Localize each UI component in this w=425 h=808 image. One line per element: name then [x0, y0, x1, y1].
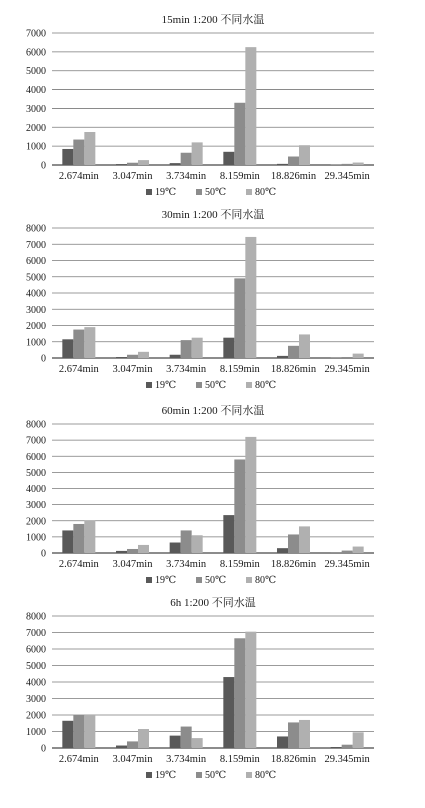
x-category-label: 3.047min: [112, 171, 153, 182]
chart-title: 15min 1:200 不同水温: [161, 14, 265, 26]
bar-19℃-29.345min: [331, 552, 342, 553]
bar-80℃-2.674min: [84, 715, 95, 748]
bar-50℃-2.674min: [73, 715, 84, 748]
x-category-label: 2.674min: [58, 171, 99, 182]
bar-19℃-3.047min: [116, 164, 127, 165]
bar-80℃-3.734min: [192, 338, 203, 358]
bar-50℃-8.159min: [234, 638, 245, 748]
bar-50℃-18.826min: [288, 157, 299, 165]
bar-80℃-8.159min: [245, 237, 256, 358]
bar-50℃-29.345min: [342, 551, 353, 553]
legend-label: 19℃: [155, 770, 177, 781]
legend-swatch: [246, 189, 252, 195]
bar-50℃-2.674min: [73, 140, 84, 165]
bar-19℃-2.674min: [62, 339, 73, 358]
x-category-label: 3.047min: [112, 559, 153, 570]
legend-swatch: [196, 577, 202, 583]
bar-80℃-29.345min: [353, 163, 364, 165]
legend-label: 80℃: [255, 380, 277, 391]
y-tick-label: 7000: [26, 28, 46, 40]
bar-19℃-3.734min: [170, 736, 181, 748]
x-category-label: 18.826min: [270, 364, 317, 375]
x-category-label: 8.159min: [219, 171, 260, 182]
y-tick-label: 4000: [26, 484, 46, 495]
chart-title: 6h 1:200 不同水温: [170, 597, 256, 609]
bar-19℃-2.674min: [62, 149, 73, 165]
bar-80℃-3.047min: [138, 352, 149, 358]
bar-50℃-8.159min: [234, 103, 245, 165]
y-tick-label: 2000: [26, 516, 46, 528]
y-tick-label: 8000: [26, 611, 46, 623]
x-category-label: 3.734min: [166, 364, 207, 375]
legend-label: 50℃: [205, 575, 227, 586]
bar-19℃-3.734min: [170, 355, 181, 358]
y-tick-label: 4000: [26, 288, 46, 300]
x-category-label: 18.826min: [270, 754, 317, 765]
y-tick-label: 3000: [26, 304, 46, 316]
bar-19℃-8.159min: [223, 515, 234, 553]
x-category-label: 3.047min: [112, 754, 153, 765]
bar-50℃-18.826min: [288, 722, 299, 748]
legend-swatch: [246, 382, 252, 388]
bar-19℃-3.047min: [116, 551, 127, 553]
legend-swatch: [246, 577, 252, 583]
bar-80℃-3.047min: [138, 729, 149, 748]
y-tick-label: 5000: [26, 467, 46, 479]
y-tick-label: 7000: [26, 628, 46, 639]
legend-label: 50℃: [205, 187, 227, 195]
y-tick-label: 6000: [26, 644, 46, 656]
bar-80℃-3.047min: [138, 160, 149, 165]
legend-label: 19℃: [155, 380, 177, 391]
bar-19℃-3.734min: [170, 543, 181, 553]
legend-label: 19℃: [155, 187, 177, 195]
bar-19℃-3.047min: [116, 357, 127, 358]
legend-label: 80℃: [255, 575, 277, 586]
legend-swatch: [146, 772, 152, 778]
y-tick-label: 0: [41, 353, 46, 365]
x-category-label: 8.159min: [219, 559, 260, 570]
bar-50℃-29.345min: [342, 164, 353, 165]
legend-label: 80℃: [255, 187, 277, 195]
y-tick-label: 0: [41, 160, 46, 172]
bar-19℃-8.159min: [223, 152, 234, 165]
bar-19℃-2.674min: [62, 530, 73, 553]
bar-19℃-18.826min: [277, 548, 288, 553]
bar-19℃-3.047min: [116, 746, 127, 748]
x-category-label: 29.345min: [324, 364, 370, 375]
bar-80℃-8.159min: [245, 632, 256, 748]
bar-80℃-3.734min: [192, 142, 203, 165]
y-tick-label: 8000: [26, 223, 46, 235]
x-category-label: 18.826min: [270, 559, 317, 570]
y-tick-label: 3000: [26, 694, 46, 705]
x-category-label: 29.345min: [324, 171, 370, 182]
y-tick-label: 5000: [26, 66, 46, 78]
chart-title: 30min 1:200 不同水温: [161, 209, 265, 221]
x-category-label: 29.345min: [324, 559, 370, 570]
y-tick-label: 4000: [26, 677, 46, 689]
bar-19℃-18.826min: [277, 356, 288, 358]
bar-50℃-18.826min: [288, 346, 299, 358]
bar-80℃-29.345min: [353, 547, 364, 553]
y-tick-label: 3000: [26, 103, 46, 115]
bar-50℃-3.734min: [181, 530, 192, 553]
legend-label: 19℃: [155, 575, 177, 586]
y-tick-label: 8000: [26, 419, 46, 431]
bar-80℃-18.826min: [299, 720, 310, 748]
bar-19℃-8.159min: [223, 677, 234, 748]
x-category-label: 3.734min: [166, 754, 207, 765]
legend-label: 50℃: [205, 770, 227, 781]
x-category-label: 2.674min: [58, 754, 99, 765]
x-category-label: 3.734min: [166, 559, 207, 570]
legend-swatch: [146, 382, 152, 388]
bar-50℃-2.674min: [73, 524, 84, 553]
bar-80℃-2.674min: [84, 132, 95, 165]
legend-label: 80℃: [255, 770, 277, 781]
bar-80℃-3.734min: [192, 535, 203, 553]
legend-swatch: [196, 382, 202, 388]
legend-swatch: [246, 772, 252, 778]
legend-swatch: [146, 189, 152, 195]
bar-50℃-3.047min: [127, 741, 138, 748]
y-tick-label: 2000: [26, 710, 46, 722]
bar-50℃-3.734min: [181, 727, 192, 748]
chart-3: [0, 400, 425, 595]
bar-50℃-29.345min: [342, 745, 353, 748]
chart-1: [0, 10, 425, 195]
bar-50℃-18.826min: [288, 534, 299, 553]
bar-80℃-18.826min: [299, 334, 310, 358]
x-category-label: 3.734min: [166, 171, 207, 182]
bar-80℃-29.345min: [353, 732, 364, 748]
x-category-label: 18.826min: [270, 171, 317, 182]
bar-80℃-8.159min: [245, 437, 256, 553]
legend-label: 50℃: [205, 380, 227, 391]
y-tick-label: 3000: [26, 500, 46, 512]
bar-80℃-8.159min: [245, 47, 256, 165]
y-tick-label: 6000: [26, 256, 46, 267]
bar-80℃-18.826min: [299, 526, 310, 553]
bar-50℃-3.047min: [127, 163, 138, 165]
bar-50℃-2.674min: [73, 330, 84, 358]
bar-19℃-3.734min: [170, 163, 181, 165]
y-tick-label: 2000: [26, 321, 46, 332]
bar-19℃-8.159min: [223, 338, 234, 358]
y-tick-label: 1000: [26, 337, 46, 349]
y-tick-label: 5000: [26, 272, 46, 284]
bar-19℃-18.826min: [277, 164, 288, 165]
bar-50℃-3.734min: [181, 340, 192, 358]
y-tick-label: 2000: [26, 122, 46, 134]
x-category-label: 29.345min: [324, 754, 370, 765]
bar-80℃-3.047min: [138, 545, 149, 553]
y-tick-label: 6000: [26, 47, 46, 59]
y-tick-label: 0: [41, 743, 46, 755]
x-category-label: 3.047min: [112, 364, 153, 375]
y-tick-label: 5000: [26, 661, 46, 672]
legend-swatch: [196, 189, 202, 195]
x-category-label: 2.674min: [58, 559, 99, 570]
x-category-label: 8.159min: [219, 364, 260, 375]
bar-19℃-29.345min: [331, 747, 342, 748]
bar-50℃-3.734min: [181, 153, 192, 165]
legend-swatch: [196, 772, 202, 778]
bar-50℃-3.047min: [127, 355, 138, 358]
bar-80℃-3.734min: [192, 738, 203, 748]
y-tick-label: 1000: [26, 532, 46, 544]
bar-80℃-18.826min: [299, 145, 310, 165]
y-tick-label: 1000: [26, 727, 46, 738]
y-tick-label: 4000: [26, 85, 46, 97]
y-tick-label: 1000: [26, 141, 46, 153]
y-tick-label: 6000: [26, 451, 46, 463]
chart-4: [0, 597, 425, 797]
bar-80℃-29.345min: [353, 354, 364, 358]
y-tick-label: 0: [41, 548, 46, 560]
x-category-label: 8.159min: [219, 754, 260, 765]
bar-80℃-2.674min: [84, 521, 95, 553]
bar-19℃-18.826min: [277, 736, 288, 748]
bar-50℃-3.047min: [127, 549, 138, 553]
bar-80℃-2.674min: [84, 327, 95, 358]
chart-title: 60min 1:200 不同水温: [161, 405, 265, 417]
bar-19℃-2.674min: [62, 721, 73, 748]
legend-swatch: [146, 577, 152, 583]
bar-50℃-8.159min: [234, 278, 245, 358]
chart-2: [0, 205, 425, 395]
y-tick-label: 7000: [26, 435, 46, 447]
y-tick-label: 7000: [26, 239, 46, 251]
x-category-label: 2.674min: [58, 364, 99, 375]
bar-50℃-8.159min: [234, 459, 245, 553]
bar-50℃-29.345min: [342, 357, 353, 358]
